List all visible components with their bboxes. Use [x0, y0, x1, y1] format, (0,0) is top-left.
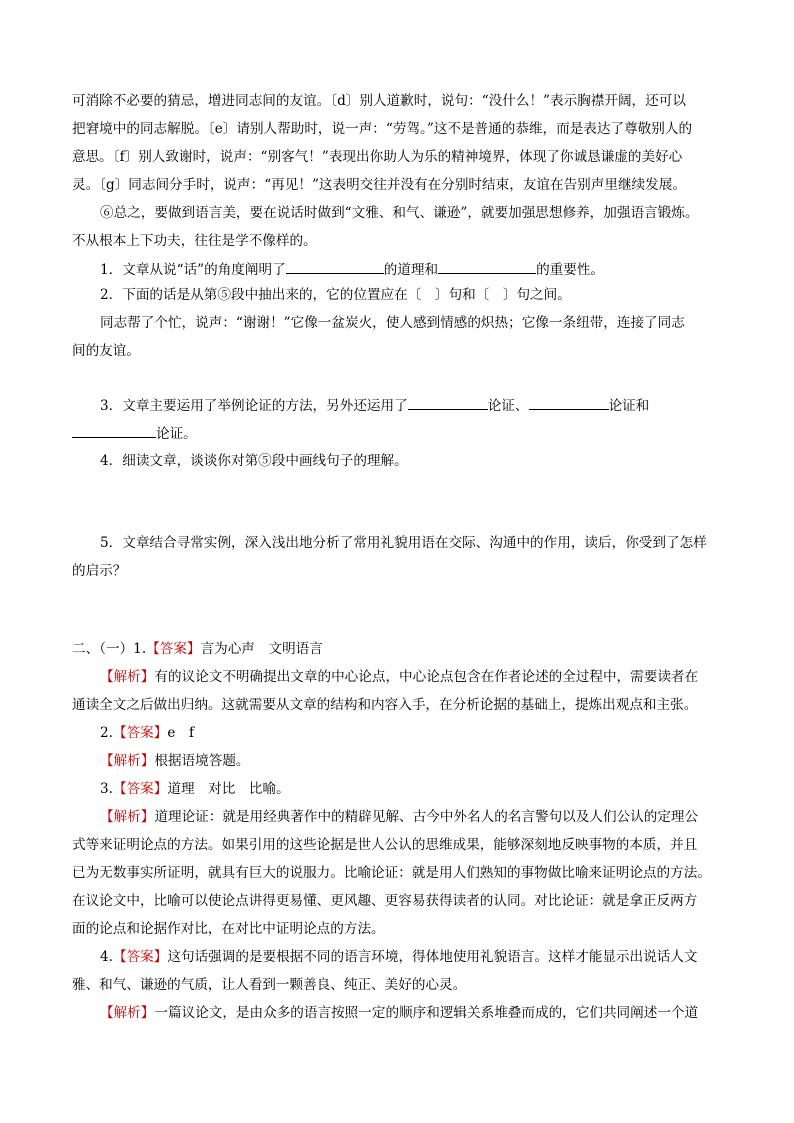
question-3-cont [72, 424, 197, 443]
question-3-text-b: 论证、 [487, 398, 529, 414]
question-3-text-a: 3．文章主要运用了举例论证的方法，另外还运用了 [100, 398, 408, 414]
question-4: 4．细读文章，谈谈你对第⑤段中画线句子的理解。 [100, 453, 408, 469]
answer-3-number: 3. [100, 781, 113, 797]
question-1 [100, 260, 604, 279]
answer-3 [100, 780, 290, 798]
analysis-1-text: 有的议论文不明确提出文章的中心论点，中心论点包含在作者论述的全过程中，需要读者在 [154, 669, 699, 685]
answer-2-text: e f [167, 725, 195, 741]
analysis-3-text: 道理论证：就是用经典著作中的精辟见解、古今中外名人的名言警句以及人们公认的定理公 [154, 809, 699, 825]
analysis-3-line-4: 在议论文中，比喻可以使论点讲得更易懂、更风趣、更容易获得读者的认同。对比论证：就是拿正反两方 [72, 893, 698, 909]
analysis-2 [100, 752, 250, 770]
answer-blank[interactable] [408, 396, 488, 410]
passage-line-6: 不从根本上下功夫，往往是学不像样的。 [72, 233, 317, 249]
answer-tag: 【答案】 [146, 641, 201, 657]
question-3 [100, 396, 649, 415]
question-5: 5．文章结合寻常实例，深入浅出地分析了常用礼貌用语在交际、沟通中的作用，读后，你受到了怎样 [100, 535, 707, 551]
question-5-cont: 的启示？ [72, 563, 127, 579]
passage-line-3: 意思。〔f〕别人致谢时，说声：“别客气！”表现出你助人为乐的精神境界，体现了你诚恳谦虚的美好心 [72, 149, 683, 165]
question-1-text-c: 的重要性。 [536, 262, 605, 278]
analysis-tag: 【解析】 [100, 669, 155, 685]
analysis-tag: 【解析】 [100, 753, 155, 769]
analysis-4 [100, 1004, 698, 1022]
answer-tag: 【答案】 [112, 781, 168, 797]
answer-1-text: 言为心声 文明语言 [200, 641, 323, 657]
answer-1 [72, 640, 323, 658]
analysis-tag: 【解析】 [100, 1005, 155, 1021]
answer-2-number: 2. [100, 725, 113, 741]
answer-4-text: 这句话强调的是要根据不同的语言环境，得体地使用礼貌语言。这样才能显示出说话人文 [167, 949, 698, 965]
answer-2 [100, 724, 194, 742]
question-3-text-c: 论证和 [608, 398, 650, 414]
passage-line-1: 可消除不必要的猜忌，增进同志间的友谊。〔d〕别人道歉时，说句：“没什么！”表示胸襟开阔，还可以 [72, 93, 686, 109]
question-2-sentence-1: 同志帮了个忙，说声：“谢谢！”它像一盆炭火，使人感到情感的炽热；它像一条纽带，连接了同志 [100, 315, 685, 331]
answer-4-number: 4. [100, 949, 113, 965]
answer-tag: 【答案】 [112, 949, 168, 965]
analysis-4-text: 一篇议论文，是由众多的语言按照一定的顺序和逻辑关系堆叠而成的，它们共同阐述一个道 [154, 1005, 699, 1021]
answer-section-prefix: 二、（一）1. [72, 641, 147, 657]
analysis-3-line-3: 已为无数事实所证明，就具有巨大的说服力。比喻论证：就是用人们熟知的事物做比喻来证明论点的方法。 [72, 865, 711, 881]
answer-blank[interactable] [438, 260, 536, 274]
answer-4 [100, 948, 698, 966]
answer-3-text: 道理 对比 比喻。 [167, 781, 290, 797]
analysis-tag: 【解析】 [100, 809, 155, 825]
analysis-3-line-2: 式等来证明论点的方法。如果引用的这些论据是世人公认的思维成果，能够深刻地反映事物的本质，并且 [72, 837, 698, 853]
question-2-sentence-2: 间的友谊。 [72, 343, 140, 359]
passage-line-5: ⑥总之，要做到语言美，要在说话时做到“文雅、和气、谦逊”，就要加强思想修养，加强语言锻炼。 [100, 205, 699, 221]
analysis-2-text: 根据语境答题。 [154, 753, 250, 769]
analysis-3-line-1 [100, 808, 698, 826]
answer-blank[interactable] [529, 396, 609, 410]
question-3-text-d: 论证。 [156, 426, 197, 442]
analysis-3-line-5: 面的论点和论据作对比，在对比中证明论点的方法。 [72, 921, 385, 937]
passage-line-2: 把窘境中的同志解脱。〔e〕请别人帮助时，说一声：“劳驾。”这不是普通的恭维，而是表达了尊敬别人的 [72, 121, 693, 137]
question-1-text-b: 的道理和 [383, 262, 439, 278]
answer-blank[interactable] [72, 424, 156, 438]
answer-4-line-2: 雅、和气、谦逊的气质，让人看到一颗善良、纯正、美好的心灵。 [72, 977, 467, 993]
answer-tag: 【答案】 [112, 725, 168, 741]
analysis-1-line-1 [100, 668, 698, 686]
passage-line-4: 灵。〔g〕同志间分手时，说声：“再见！”这表明交往并没有在分别时结束，友谊在告别声里继续发展。 [72, 177, 686, 193]
answer-blank[interactable] [286, 260, 384, 274]
analysis-1-line-2: 通读全文之后做出归纳。这就需要从文章的结构和内容入手，在分析论据的基础上，提炼出观点和主张。 [72, 697, 698, 713]
question-2: 2．下面的话是从第⑤段中抽出来的，它的位置应在〔 〕句和〔 〕句之间。 [100, 287, 571, 303]
question-1-text-a: 1．文章从说“话”的角度阐明了 [100, 262, 286, 278]
